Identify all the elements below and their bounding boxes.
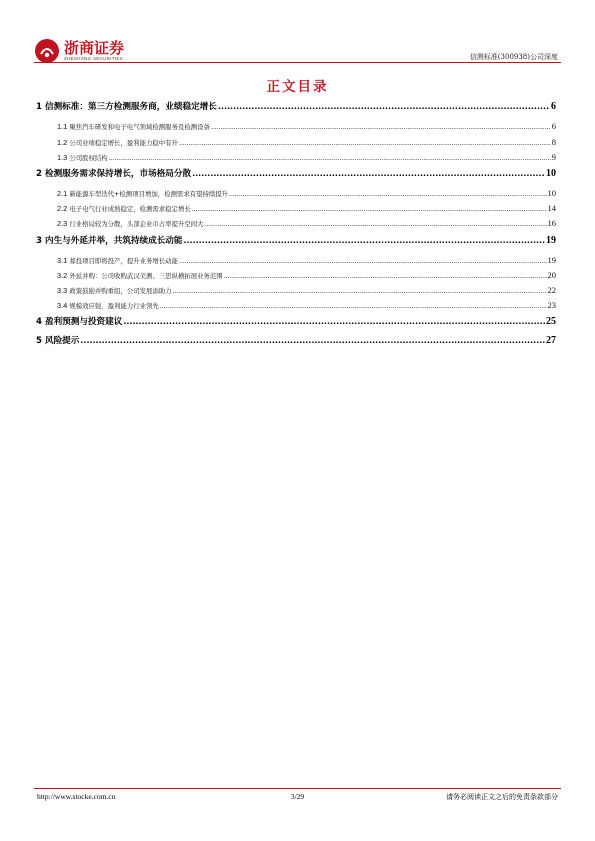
toc-entry-label: 行业格局较为分散，头部企业市占率提升空间大 <box>69 220 204 228</box>
toc-entry-page: 16 <box>547 218 556 228</box>
toc-entry[interactable] <box>36 255 556 265</box>
toc-entry-page: 10 <box>546 168 556 179</box>
toc-entry-label: 公司股权结构 <box>69 154 108 162</box>
leader-dots <box>123 317 545 327</box>
leader-dots <box>192 205 547 213</box>
toc-entry[interactable] <box>36 137 556 147</box>
toc-entry[interactable] <box>36 234 556 246</box>
toc-entry-number: 1.1 <box>57 122 68 131</box>
toc-entry-number: 3.3 <box>57 286 68 295</box>
toc-entry-number: 2.2 <box>57 204 68 213</box>
toc-entry[interactable] <box>36 152 556 162</box>
leader-dots <box>229 190 546 198</box>
toc-entry-label: 公司业绩稳定增长，盈利能力稳中有升 <box>69 139 178 147</box>
toc-entry-page: 9 <box>551 152 556 162</box>
toc-entry-page: 10 <box>547 188 556 198</box>
toc-entry-page: 6 <box>551 101 556 112</box>
toc-entry[interactable] <box>36 300 556 310</box>
leader-dots <box>183 236 545 246</box>
toc-title: 正文目录 <box>266 79 329 95</box>
brand-logo <box>34 38 124 64</box>
toc-entry-number: 2.3 <box>57 219 68 228</box>
toc-entry-label: 4 盈利预测与投资建议 <box>36 317 123 327</box>
toc-entry-page: 19 <box>547 255 556 265</box>
toc-entry-page: 6 <box>551 121 556 131</box>
footer-url-link[interactable]: http://www.stocke.com.cn <box>37 792 116 801</box>
report-tag: 信测标准(300938)公司深度 <box>469 53 558 61</box>
toc-entry-label: 外延并购：公司收购武汉美测、三思纵横拓展业务范围 <box>69 272 223 280</box>
leader-dots <box>192 169 545 179</box>
disclaimer-note: 请务必阅读正文之后的免责条款部分 <box>446 793 558 801</box>
toc-entry-label: 规模效应强，盈利能力行业领先 <box>69 302 159 310</box>
toc-entry-page: 20 <box>547 270 556 280</box>
toc-entry-number: 2.1 <box>57 189 68 198</box>
leader-dots <box>109 154 551 162</box>
toc-entry-number: 3.2 <box>57 271 68 280</box>
toc-entry-label: 5 风险提示 <box>36 336 80 346</box>
toc-entry-number: 3.4 <box>57 301 68 310</box>
toc-entry[interactable] <box>36 203 556 213</box>
toc-entry[interactable] <box>36 334 556 346</box>
page-number: 3/29 <box>290 792 305 801</box>
toc-entry-label: 2 检测服务需求保持增长，市场格局分散 <box>36 169 192 179</box>
toc-entry-number: 1.2 <box>57 138 68 147</box>
toc-entry-page: 19 <box>546 235 556 246</box>
toc-entry-label: 电子电气行业成熟稳定，检测需求稳定增长 <box>69 205 191 213</box>
brand-name-cn: 浙商证券 <box>64 39 125 57</box>
zheshang-logo-icon <box>34 38 60 64</box>
brand-name-en: ZHESHANG SECURITIES <box>64 56 123 61</box>
toc-entry[interactable] <box>36 100 556 112</box>
toc-entry[interactable] <box>36 270 556 280</box>
leader-dots <box>173 287 547 295</box>
header-divider <box>34 62 561 63</box>
toc-entry[interactable] <box>36 188 556 198</box>
toc-entry-label: 募投项目即将投产，提升业务增长动能 <box>69 257 178 265</box>
toc-entry[interactable] <box>36 315 556 327</box>
toc-entry-page: 22 <box>547 285 556 295</box>
toc-entry-page: 8 <box>551 137 556 147</box>
toc-entry[interactable] <box>36 218 556 228</box>
leader-dots <box>179 257 547 265</box>
toc-entry[interactable] <box>36 121 556 131</box>
leader-dots <box>160 302 547 310</box>
toc-entry-number: 1.3 <box>57 153 68 162</box>
toc-entry[interactable] <box>36 167 556 179</box>
leader-dots <box>205 220 547 228</box>
toc-entry-number: 3.1 <box>57 256 68 265</box>
toc-entry[interactable] <box>36 285 556 295</box>
toc-entry-label: 政策鼓励并购重组，公司发展添助力 <box>69 287 172 295</box>
leader-dots <box>80 336 545 346</box>
toc-entry-label: 3 内生与外延并举，共筑持续成长动能 <box>36 236 183 246</box>
footer-divider <box>34 788 561 789</box>
leader-dots <box>179 139 551 147</box>
toc-entry-page: 27 <box>546 335 556 346</box>
leader-dots <box>211 123 551 131</box>
leader-dots <box>218 102 550 112</box>
toc-entry-page: 14 <box>547 203 556 213</box>
toc-entry-label: 新能源车型迭代+检测项目增加，检测需求有望持续提升 <box>69 190 229 198</box>
toc-entry-label: 1 信测标准：第三方检测服务商，业绩稳定增长 <box>36 102 217 112</box>
leader-dots <box>224 272 547 280</box>
toc-entry-page: 25 <box>546 316 556 327</box>
toc-entry-page: 23 <box>547 300 556 310</box>
toc-entry-label: 聚焦汽车研发和电子电气领域检测服务及检测设备 <box>69 123 210 131</box>
